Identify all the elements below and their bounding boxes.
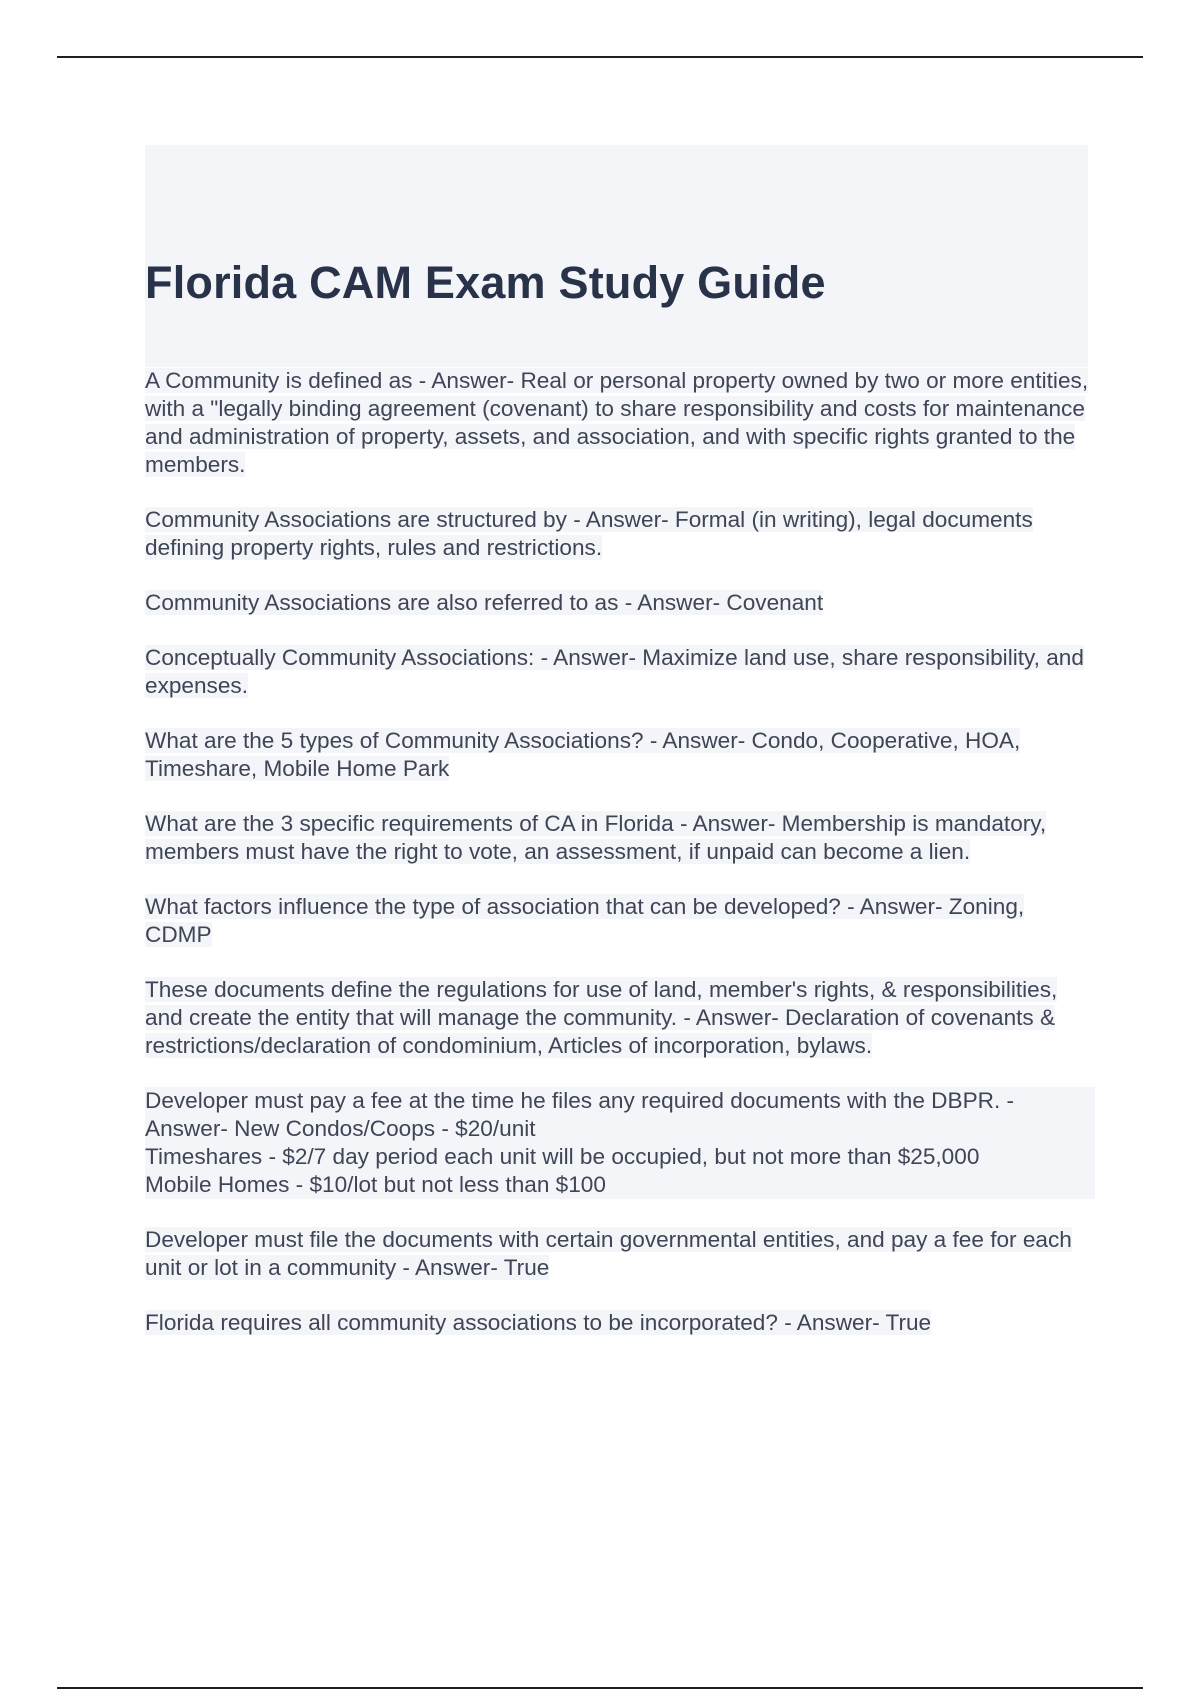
qa-item xyxy=(145,976,1095,1060)
document-title: Florida CAM Exam Study Guide xyxy=(145,257,826,308)
qa-item-text: Community Associations are also referred to as - Answer- Covenant xyxy=(145,590,824,615)
qa-item-text: Community Associations are structured by - Answer- Formal (in writing), legal documents defining property rights, rules and restrictions. xyxy=(145,507,1033,560)
qa-item-fees xyxy=(145,1087,1095,1199)
qa-list xyxy=(145,367,1095,1364)
qa-item-text: These documents define the regulations for use of land, member's rights, & responsibilities, and create the entity that will manage the community. - Answer- Declaration of covenants & restrictions/declaration of condominium, Articles of incorporation, bylaws. xyxy=(145,977,1058,1058)
qa-item-text: Developer must file the documents with certain governmental entities, and pay a fee for each unit or lot in a community - Answer- True xyxy=(145,1227,1072,1280)
qa-item-text: A Community is defined as - Answer- Real or personal property owned by two or more entities, with a "legally binding agreement (covenant) to share responsibility and costs for maintenance and administration of property, assets, and association, and with specific rights granted to the members. xyxy=(145,368,1089,477)
qa-item xyxy=(145,506,1095,562)
qa-item-text: What factors influence the type of association that can be developed? - Answer- Zoning, CDMP xyxy=(145,894,1025,947)
qa-item xyxy=(145,893,1095,949)
qa-item-text: What are the 3 specific requirements of CA in Florida - Answer- Membership is mandatory, members must have the right to vote, an assessment, if unpaid can become a lien. xyxy=(145,811,1047,864)
bottom-rule xyxy=(57,1687,1143,1689)
top-rule xyxy=(57,56,1143,58)
fee-line-mobile-homes: Mobile Homes - $10/lot but not less than $100 xyxy=(145,1171,1095,1199)
qa-item xyxy=(145,727,1095,783)
qa-item-text: Florida requires all community associations to be incorporated? - Answer- True xyxy=(145,1310,932,1335)
qa-item-text: What are the 5 types of Community Associations? - Answer- Condo, Cooperative, HOA, Timeshare, Mobile Home Park xyxy=(145,728,1021,781)
qa-item xyxy=(145,644,1095,700)
qa-item xyxy=(145,367,1095,479)
qa-item-text: Conceptually Community Associations: - Answer- Maximize land use, share responsibility, and expenses. xyxy=(145,645,1084,698)
fee-line-timeshares: Timeshares - $2/7 day period each unit will be occupied, but not more than $25,000 xyxy=(145,1143,1095,1171)
qa-item xyxy=(145,810,1095,866)
fee-line-condos: Developer must pay a fee at the time he files any required documents with the DBPR. - Answer- New Condos/Coops - $20/unit xyxy=(145,1087,1095,1143)
qa-item xyxy=(145,1226,1095,1282)
qa-item xyxy=(145,589,1095,617)
qa-item xyxy=(145,1309,1095,1337)
